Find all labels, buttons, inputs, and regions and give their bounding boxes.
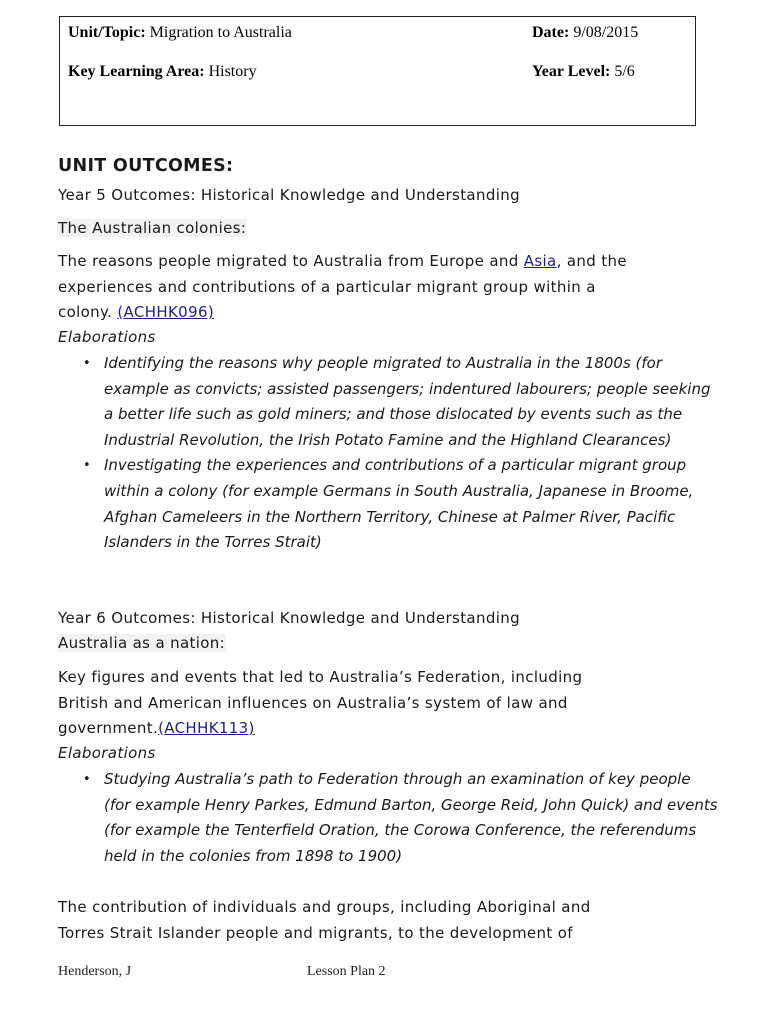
year6-elaborations-list <box>58 767 718 869</box>
year5-elaborations-list <box>58 351 718 556</box>
year6-elaboration-item: • Studying Australia’s path to Federation through an examination of key people (for example Henry Parkes, Edmund Barton, George Reid, John Quick) and events (for example the Tenterfield Oration, the Corowa Conference, the referendums held in the colonies from 1898 to 1900) <box>104 767 718 869</box>
unit-topic-label: Unit/Topic: <box>68 24 146 41</box>
footer-author: Henderson, J <box>58 964 132 979</box>
year5-elaboration-item: • Identifying the reasons why people migrated to Australia in the 1800s (for example as convicts; assisted passengers; indentured labourers; people seeking a better life such as gold miners; and those dislocated by events such as the Industrial Revolution, the Irish Potato Famine and the Highland Clearances) <box>104 351 718 453</box>
date-value: 9/08/2015 <box>573 24 639 41</box>
year5-para-line1b: , and the <box>556 252 627 270</box>
year5-para-line3: colony. <box>58 303 118 321</box>
date-label: Date: <box>532 24 570 41</box>
asia-link[interactable]: Asia <box>523 252 557 270</box>
contribution-paragraph <box>58 895 718 946</box>
lesson-header-box <box>59 16 696 126</box>
year6-outcome-paragraph <box>58 665 718 742</box>
achhk096-link[interactable]: (ACHHK096) <box>117 303 215 321</box>
year-level-label: Year Level: <box>532 63 611 80</box>
kla-label: Key Learning Area: <box>68 63 205 80</box>
footer-lesson-plan: Lesson Plan 2 <box>307 964 386 979</box>
date <box>532 24 638 42</box>
unit-outcomes-heading: UNIT OUTCOMES: <box>58 156 234 176</box>
year5-para-line2: experiences and contributions of a particular migrant group within a <box>58 277 596 296</box>
achhk113-link[interactable]: (ACHHK113) <box>158 719 255 737</box>
year6-heading: Year 6 Outcomes: Historical Knowledge and Understanding <box>58 609 520 627</box>
year6-para-line3: government. <box>58 719 159 737</box>
year6-elaborations-label: Elaborations <box>58 744 156 762</box>
year5-subheading: The Australian colonies: <box>58 219 247 237</box>
year5-outcome-paragraph <box>58 249 718 326</box>
unit-topic <box>68 24 292 42</box>
year6-para-line1: Key figures and events that led to Australia’s Federation, including <box>58 668 583 686</box>
year5-para-line1a: The reasons people migrated to Australia from Europe and <box>58 252 524 270</box>
unit-topic-value: Migration to Australia <box>149 24 292 41</box>
page-footer <box>0 964 768 984</box>
year-level-value: 5/6 <box>614 63 635 80</box>
contribution-line2: Torres Strait Islander people and migrants, to the development of <box>58 923 573 942</box>
year5-heading: Year 5 Outcomes: Historical Knowledge and Understanding <box>58 186 520 204</box>
year6-para-line2: British and American influences on Australia’s system of law and <box>58 693 568 712</box>
key-learning-area <box>68 63 257 81</box>
year5-elaborations-label: Elaborations <box>58 328 156 346</box>
kla-value: History <box>208 63 257 80</box>
year6-subheading: Australia as a nation: <box>58 634 226 652</box>
contribution-line1: The contribution of individuals and groups, including Aboriginal and <box>58 898 591 916</box>
year-level <box>532 63 635 81</box>
year5-elaboration-item: • Investigating the experiences and contributions of a particular migrant group within a colony (for example Germans in South Australia, Japanese in Broome, Afghan Cameleers in the Northern Territory, Chinese at Palmer River, Pacific Islanders in the Torres Strait) <box>104 453 718 555</box>
